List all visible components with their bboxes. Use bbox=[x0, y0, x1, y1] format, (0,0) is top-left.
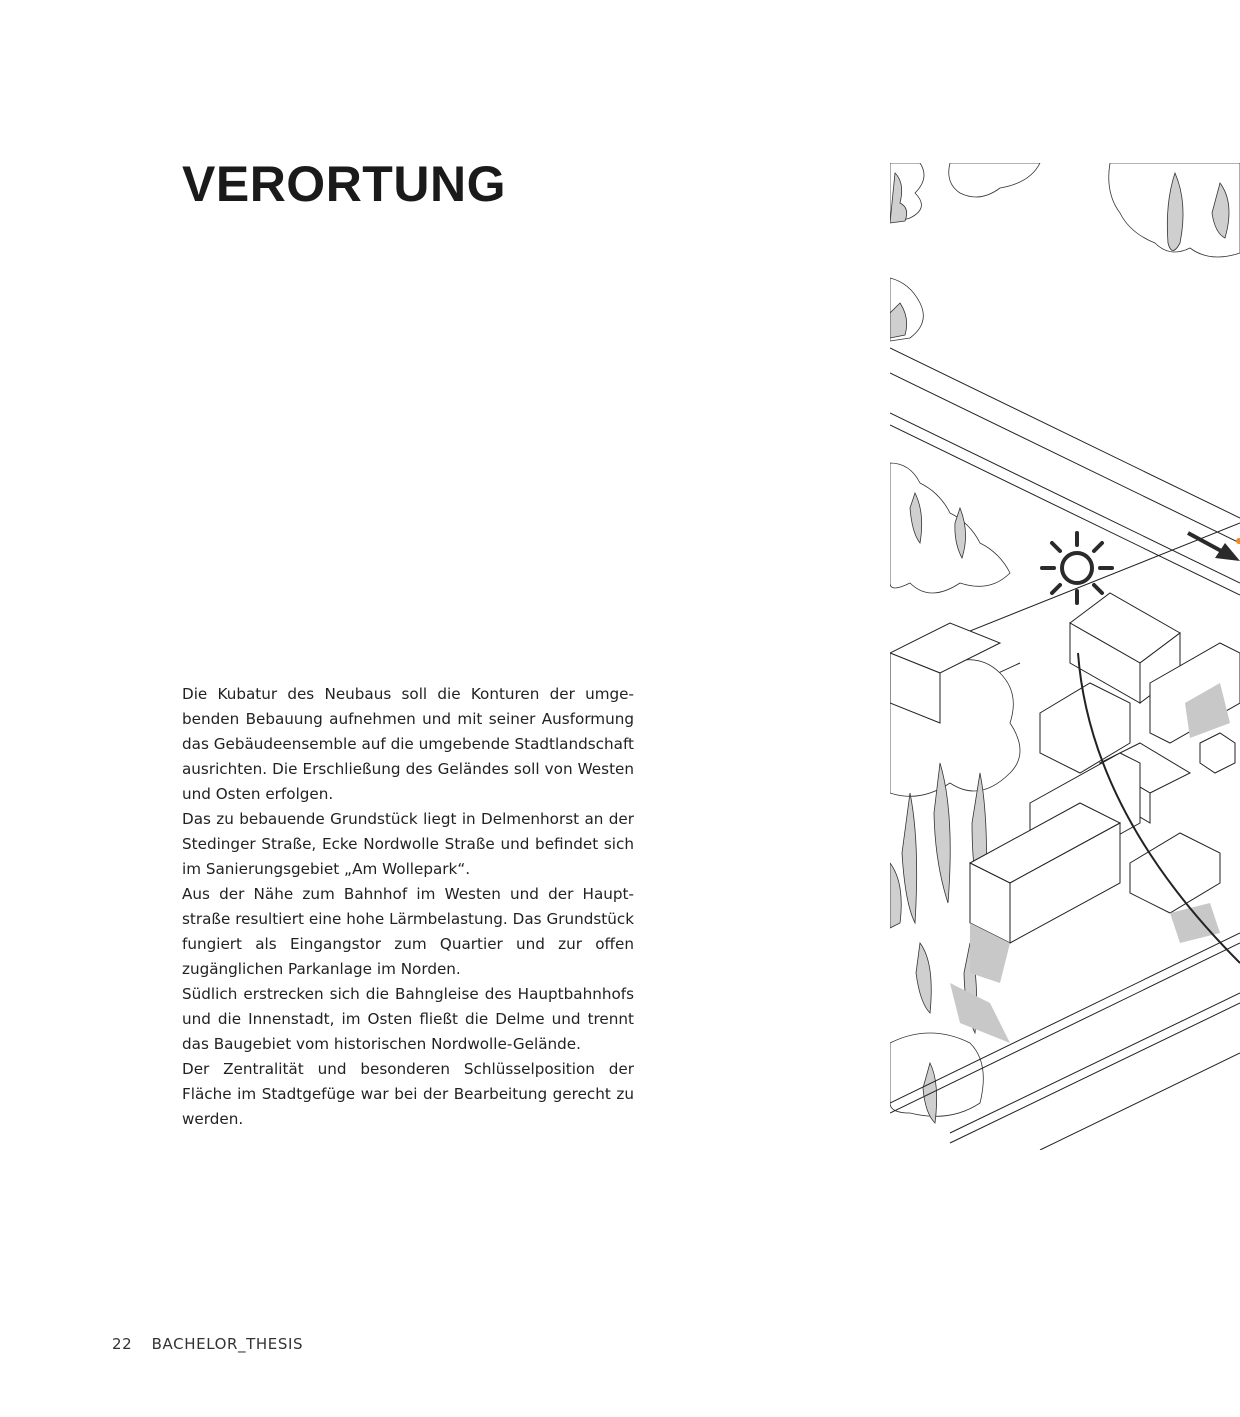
tree-cluster-top bbox=[890, 163, 1240, 341]
paragraph: Aus der Nähe zum Bahnhof im Westen und der Hauptstraße resultiert eine hohe Lärmbelastung. Das Grundstück fungiert als Eingangstor zum Quartier und zur offen zugänglichen Parkanlage im Norden. bbox=[182, 885, 634, 978]
page-title: VERORTUNG bbox=[182, 156, 506, 212]
paragraph: Südlich erstrecken sich die Bahngleise des Hauptbahnhofs und die Innenstadt, im Osten fließt die Delme und trennt das Baugebiet vom historischen Nordwolle-Gelände. bbox=[182, 985, 634, 1053]
paragraph: Der Zentralität und besonderen Schlüsselposition der Fläche im Stadtgefüge war bei der Bearbeitung gerecht zu werden. bbox=[182, 1060, 634, 1128]
rail-line bbox=[1040, 1053, 1240, 1150]
page-number: 22 bbox=[112, 1335, 133, 1353]
footer bbox=[112, 1333, 303, 1355]
paragraph: Die Kubatur des Neubaus soll die Konturen der umgebenden Bebauung aufnehmen und mit seiner Ausformung das Gebäudeensemble auf die umgebende Stadtlandschaft ausrichten. Die Erschließung des Geländes soll von Westen und Osten erfolgen. bbox=[182, 685, 634, 803]
body-text bbox=[182, 682, 634, 1132]
road-line bbox=[890, 348, 1240, 518]
footer-label: BACHELOR_THESIS bbox=[151, 1335, 304, 1353]
arrow-icon bbox=[1188, 533, 1240, 561]
sun-icon bbox=[1042, 533, 1112, 603]
paragraph: Das zu bebauende Grundstück liegt in Delmenhorst an der Stedinger Straße, Ecke Nordwolle Straße und befindet sich im Sanierungsgebiet „Am Wollepark“. bbox=[182, 810, 634, 878]
site-axonometric-drawing bbox=[890, 163, 1240, 1150]
